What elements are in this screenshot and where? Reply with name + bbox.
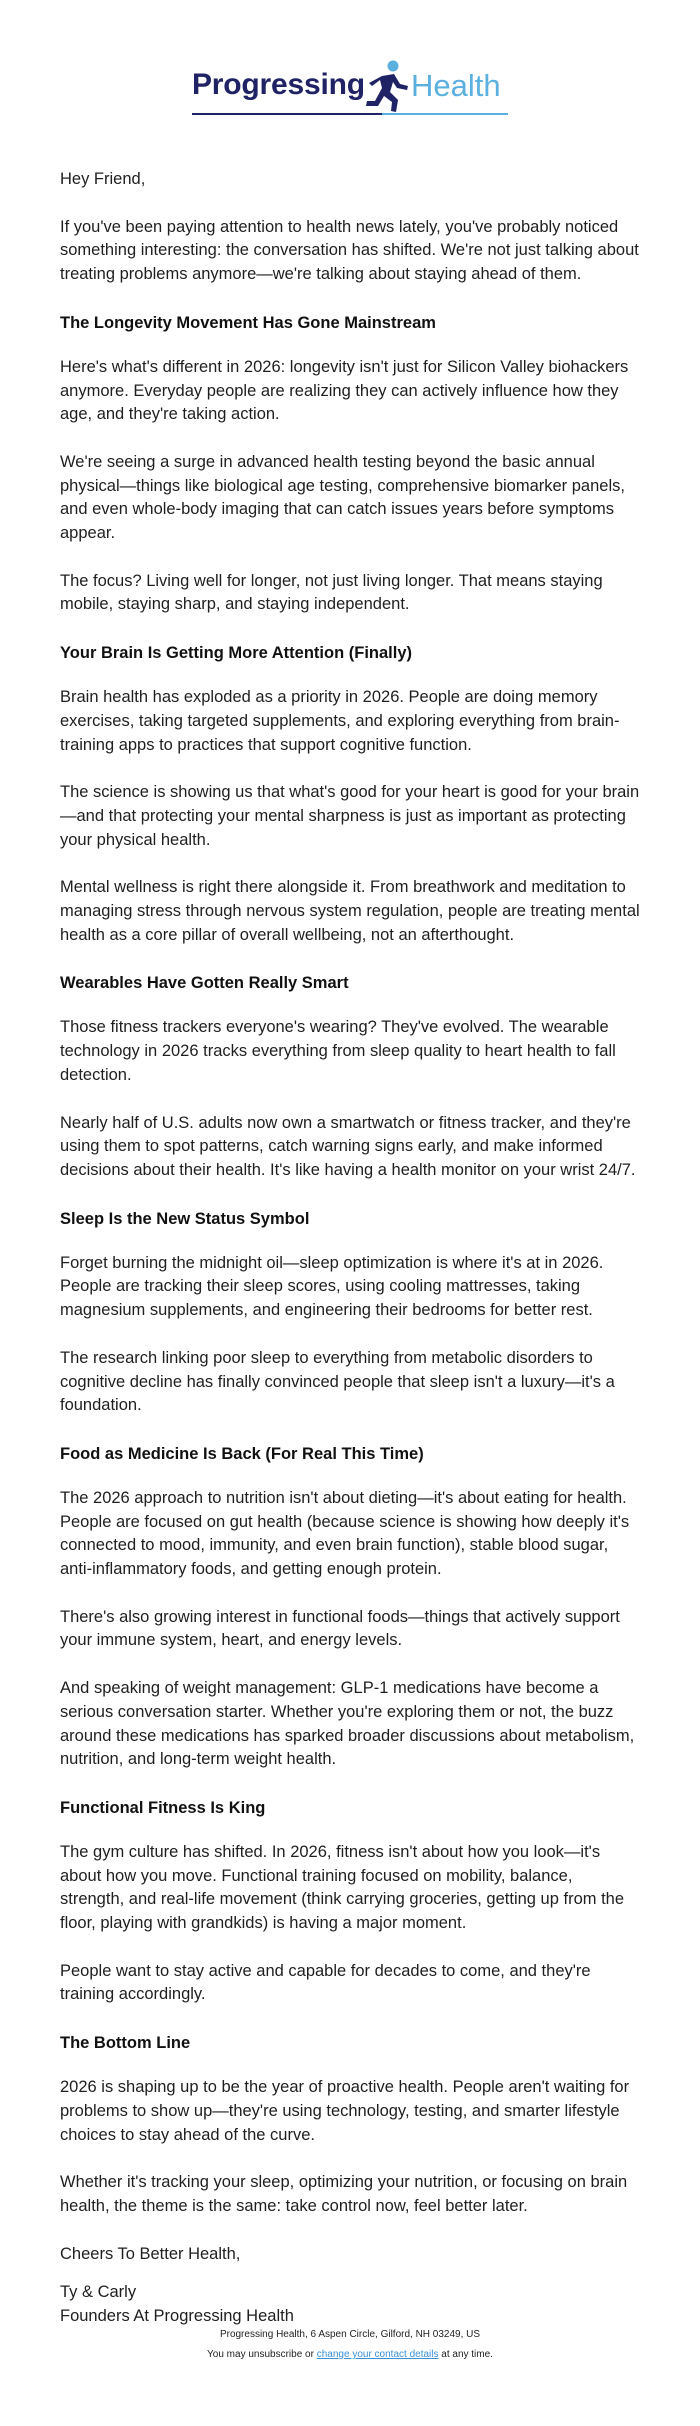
section-paragraph: Mental wellness is right there alongside it. From breathwork and meditation to managing stress through nervous system regulation, people are treating mental health as a core pillar of overall wellbeing, not an afterthought.	[60, 878, 640, 944]
section-paragraph: Here's what's different in 2026: longevity isn't just for Silicon Valley biohackers anymore. Everyday people are realizing they can actively influence how they age, and they're taking action.	[60, 357, 629, 424]
section-paragraph: Those fitness trackers everyone's wearing? They've evolved. The wearable technology in 2026 tracks everything from sleep quality to heart health to fall detection.	[60, 1018, 616, 1084]
section-paragraph: The focus? Living well for longer, not just living longer. That means staying mobile, staying sharp, and staying independent.	[60, 571, 603, 614]
section-paragraph: The 2026 approach to nutrition isn't about dieting—it's about eating for health. People are focused on gut health (because science is showing how deeply it's connected to mood, immunity, and even brain function), stable blood sugar, anti-inflammatory foods, and getting enough protein.	[60, 1488, 630, 1579]
section-heading: Functional Fitness Is King	[60, 1798, 266, 1817]
sections	[60, 312, 640, 2219]
intro-paragraph: If you've been paying attention to health news lately, you've probably noticed something interesting: the conversation has shifted. We're not just talking about treating problems anymore—we're talking about staying ahead of them.	[60, 217, 639, 284]
section-paragraph: The science is showing us that what's good for your heart is good for your brain—and that protecting your mental sharpness is just as important as protecting your physical health.	[60, 783, 640, 849]
footer-unsubscribe-line	[0, 2345, 700, 2365]
brand-word-health: Health	[411, 68, 501, 103]
section-paragraph: 2026 is shaping up to be the year of proactive health. People aren't waiting for problems to show up—they're using technology, testing, and smarter lifestyle choices to stay ahead of the curve.	[60, 2078, 630, 2144]
section-heading: The Bottom Line	[60, 2034, 191, 2053]
section-heading: Your Brain Is Getting More Attention (Finally)	[60, 644, 413, 663]
email-body	[0, 168, 700, 2329]
runner-icon	[360, 60, 412, 114]
section-paragraph: People want to stay active and capable for decades to come, and they're training accordingly.	[60, 1961, 591, 2004]
change-contact-details-link[interactable]: change your contact details	[316, 2349, 439, 2360]
greeting: Hey Friend,	[60, 170, 146, 188]
section-paragraph: Forget burning the midnight oil—sleep optimization is where it's at in 2026. People are tracking their sleep scores, using cooling mattresses, taking magnesium supplements, and engineering their bedrooms for better rest.	[60, 1253, 604, 1320]
section-paragraph: We're seeing a surge in advanced health testing beyond the basic annual physical—things like biological age testing, comprehensive biomarker panels, and even whole-body imaging that can catch issues years before symptoms appear.	[60, 452, 625, 543]
section-paragraph: Brain health has exploded as a priority in 2026. People are doing memory exercises, taking targeted supplements, and exploring everything from brain-training apps to practices that support cognitive function.	[60, 688, 620, 754]
logo-underline-arrow	[192, 112, 508, 116]
section-heading: The Longevity Movement Has Gone Mainstream	[60, 313, 436, 332]
section-paragraph: Whether it's tracking your sleep, optimizing your nutrition, or focusing on brain health, the theme is the same: take control now, feel better later.	[60, 2173, 628, 2215]
section-paragraph: And speaking of weight management: GLP-1 medications have become a serious conversation starter. Whether you're exploring them or not, the buzz around these medications has sparked broader discussions about metabolism, nutrition, and long-term weight health.	[60, 1679, 635, 1769]
section-paragraph: The research linking poor sleep to everything from metabolic disorders to cognitive decline has finally convinced people that sleep isn't a luxury—it's a foundation.	[60, 1348, 615, 1415]
brand-word-progressing: Progressing	[192, 68, 365, 101]
brand-logo[interactable]	[192, 60, 508, 122]
footer	[0, 2325, 700, 2365]
section-heading: Wearables Have Gotten Really Smart	[60, 974, 349, 993]
signoff-names: Ty & Carly	[60, 2283, 137, 2302]
footer-unsub-prefix: You may unsubscribe or	[207, 2349, 317, 2360]
signoff	[60, 2243, 640, 2329]
signoff-closing: Cheers To Better Health,	[60, 2244, 241, 2263]
section-heading: Sleep Is the New Status Symbol	[60, 1209, 310, 1228]
section-paragraph: There's also growing interest in functional foods—things that actively support your immune system, heart, and energy levels.	[60, 1607, 620, 1650]
footer-unsub-suffix: at any time.	[438, 2349, 493, 2360]
section-heading: Food as Medicine Is Back (For Real This Time)	[60, 1444, 424, 1463]
footer-address: Progressing Health, 6 Aspen Circle, Gilford, NH 03249, US	[219, 2329, 481, 2340]
section-paragraph: The gym culture has shifted. In 2026, fitness isn't about how you look—it's about how you move. Functional training focused on mobility, balance, strength, and real-life movement (think carrying groceries, getting up from the floor, playing with grandkids) is having a major moment.	[60, 1842, 625, 1933]
section-paragraph: Nearly half of U.S. adults now own a smartwatch or fitness tracker, and they're using them to spot patterns, catch warning signs early, and make informed decisions about their health. It's like having a health monitor on your wrist 24/7.	[60, 1113, 636, 1179]
header-logo	[0, 0, 700, 168]
signoff-title: Founders At Progressing Health	[60, 2307, 294, 2326]
